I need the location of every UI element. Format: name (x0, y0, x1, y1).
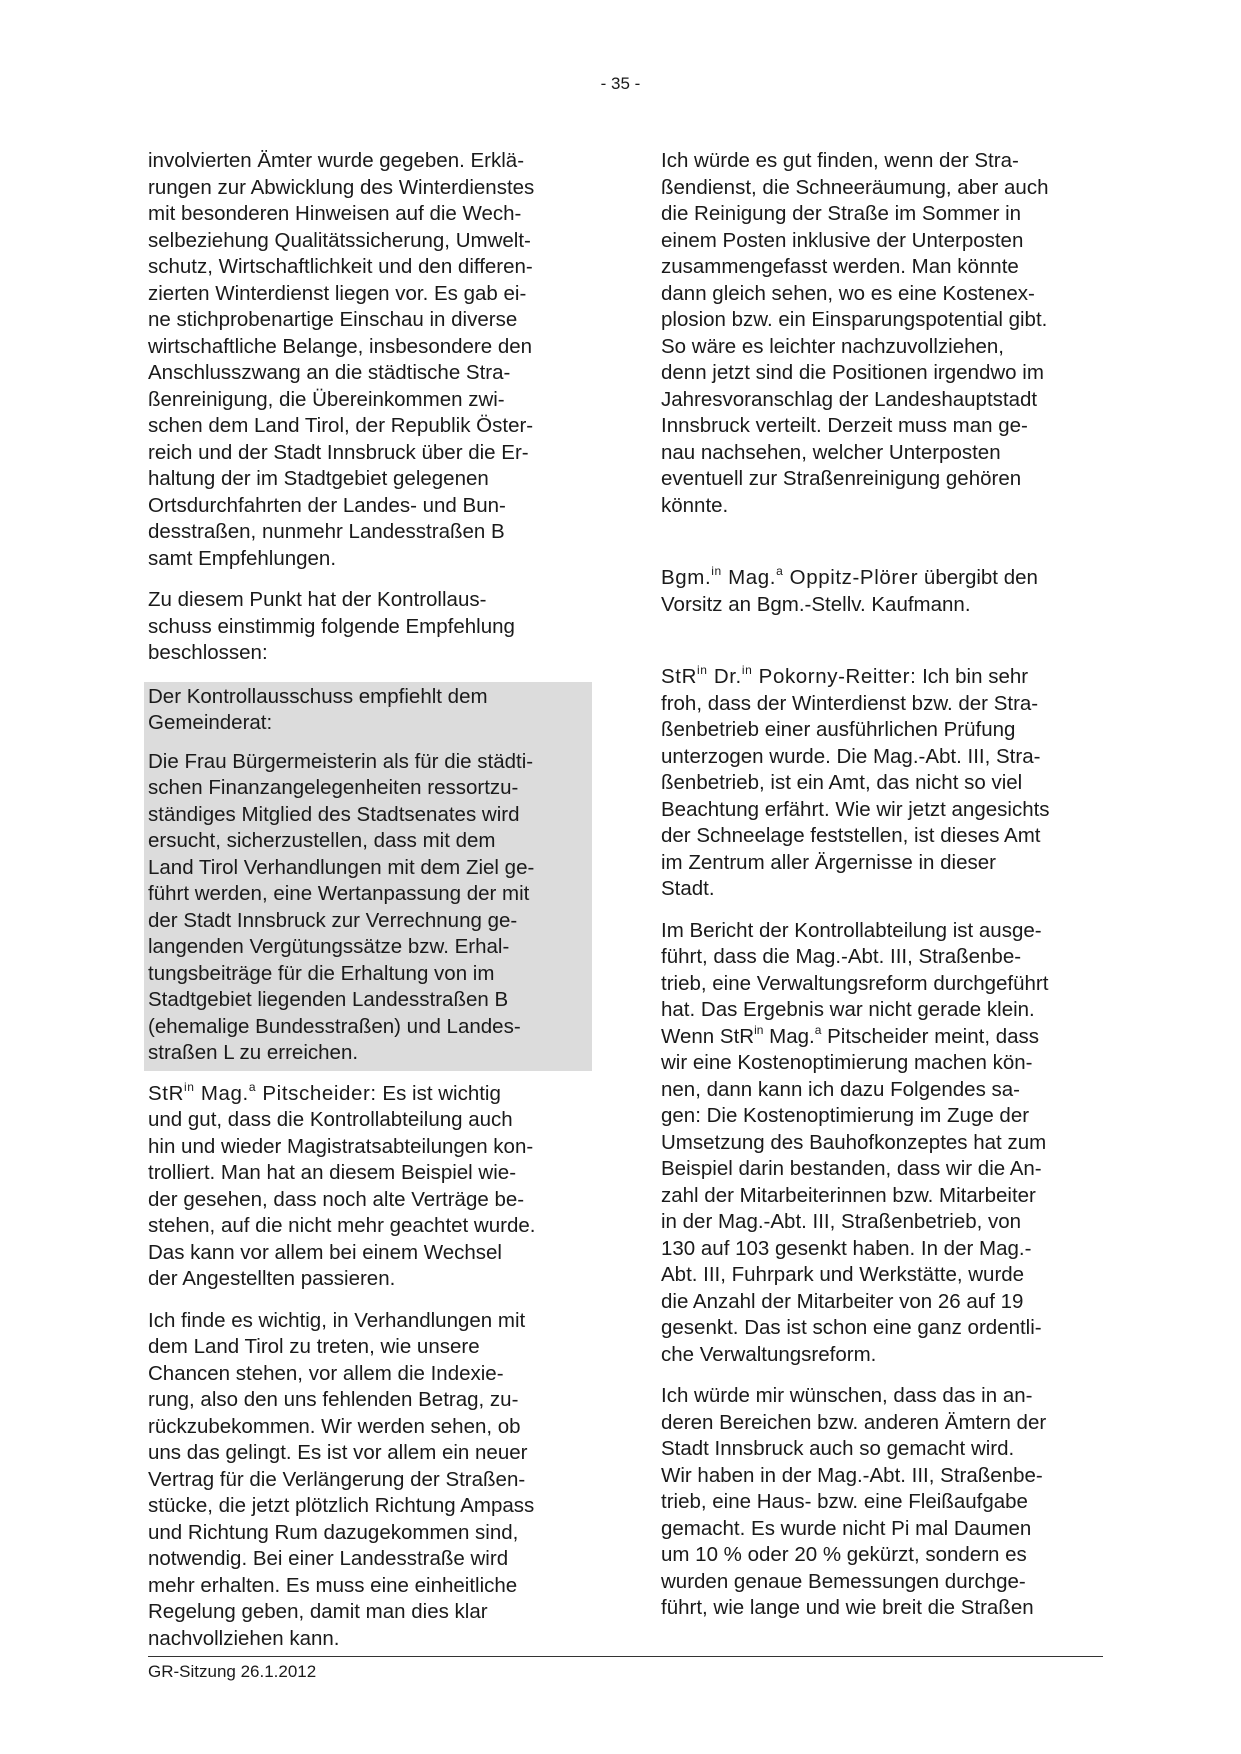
text-line: um 10 % oder 20 % gekürzt, sondern es (661, 1543, 1027, 1566)
speaker-label: StR$^{in}$ Dr.$^{in}$ Pokorny-Reitter: (661, 663, 917, 688)
text-line: der Schneelage feststellen, ist dieses Amt (661, 824, 1041, 847)
text-line: schen dem Land Tirol, der Republik Öster- (148, 414, 534, 437)
text-line: einem Posten inklusive der Unterposten (661, 228, 1024, 252)
text-line: Umsetzung des Bauhofkonzeptes hat zum (661, 1130, 1047, 1154)
text-line: dann gleich sehen, wo es eine Kostenex- (661, 281, 1035, 305)
text-line: So wäre es leichter nachzuvollziehen, (661, 334, 1004, 358)
text-line: Der Kontrollausschuss empfiehlt dem (148, 684, 488, 708)
text-line: zierten Winterdienst liegen vor. Es gab ei- (148, 281, 527, 305)
text-line: schen Finanzangelegenheiten ressortzu- (148, 776, 519, 799)
text-line: nau nachsehen, welcher Unterposten (661, 440, 1001, 464)
speaker-label: StR$^{in}$ Mag.$^a$ Pitscheider: (148, 1079, 377, 1105)
text-line: involvierten Ämter wurde gegeben. Erklä- (148, 149, 525, 172)
text-line: ne stichprobenartige Einschau in diverse (148, 308, 518, 331)
text-line: denn jetzt sind die Positionen irgendwo im (661, 361, 1044, 384)
text-line: zusammengefasst werden. Man könnte (661, 255, 1019, 278)
text-line: Beispiel darin bestanden, dass wir die An- (661, 1157, 1042, 1180)
text-line: (ehemalige Bundesstraßen) und Landes- (148, 1014, 521, 1038)
text-line: Im Bericht der Kontrollabteilung ist ausge- (661, 918, 1042, 942)
text-line: die Reinigung der Straße im Sommer in (661, 202, 1022, 225)
pitscheider-speech (148, 1081, 588, 1293)
text-line: stehen, auf die nicht mehr geachtet wurde. (148, 1214, 536, 1237)
text-line: reich und der Stadt Innsbruck über die Er- (148, 440, 529, 464)
text-line: plosion bzw. ein Einsparungspotential gibt. (661, 308, 1048, 331)
footer-session-label: GR-Sitzung 26.1.2012 (148, 1662, 317, 1681)
text-line: gen: Die Kostenoptimierung im Zuge der (661, 1104, 1030, 1127)
text-line: froh, dass der Winterdienst bzw. der Stra- (661, 691, 1039, 715)
text-line: notwendig. Bei einer Landesstraße wird (148, 1547, 509, 1570)
text-line: Land Tirol Verhandlungen mit dem Ziel ge- (148, 855, 535, 879)
text-line: desstraßen, nunmehr Landesstraßen B (148, 520, 505, 543)
text-line: und gut, dass die Kontrollabteilung auch (148, 1108, 513, 1131)
text-line: der gesehen, dass noch alte Verträge be- (148, 1187, 525, 1211)
paragraph-mention-line: Wenn StR$^{in}$ Mag.$^a$ Pitscheider meint, dass (661, 1022, 1040, 1048)
pokorny-speech (661, 664, 1101, 903)
text-line: Ich würde mir wünschen, dass das in an- (661, 1384, 1033, 1407)
text-line: wurden genaue Bemessungen durchge- (661, 1569, 1026, 1593)
handover-first-line: Bgm.$^{in}$ Mag.$^a$ Oppitz-Plörer übergibt den (661, 564, 1038, 589)
text-line: uns das gelingt. Es ist vor allem ein neuer (148, 1441, 528, 1464)
text-line: ßenbetrieb, ist ein Amt, das nicht so viel (661, 771, 1023, 794)
text-line: trolliert. Man hat an diesem Beispiel wie- (148, 1161, 517, 1184)
text-line: Gemeinderat: (148, 711, 273, 734)
text-line: gesenkt. Das ist schon eine ganz ordentli- (661, 1316, 1042, 1339)
text-line: nachvollziehen kann. (148, 1626, 340, 1650)
handover-second-line: Vorsitz an Bgm.-Stellv. Kaufmann. (661, 592, 971, 616)
text-line: schutz, Wirtschaftlichkeit und den differen- (148, 255, 533, 278)
text-line: tungsbeiträge für die Erhaltung von im (148, 961, 495, 985)
text-line: Das kann vor allem bei einem Wechsel (148, 1240, 502, 1264)
text-line: Chancen stehen, vor allem die Indexie- (148, 1361, 504, 1385)
recommendation-box (144, 682, 592, 1071)
text-line: ständiges Mitglied des Stadtsenates wird (148, 802, 520, 826)
continuation-paragraph (661, 148, 1101, 519)
paragraph-lines-before (661, 918, 1101, 1024)
text-line: und Richtung Rum dazugekommen sind, (148, 1520, 519, 1544)
text-line: deren Bereichen bzw. anderen Ämtern der (661, 1410, 1047, 1434)
text-line: rung, also den uns fehlenden Betrag, zu- (148, 1388, 519, 1411)
text-line: langenden Vergütungssätze bzw. Erhal- (148, 935, 510, 958)
left-column (148, 148, 588, 1667)
text-line: Beachtung erfährt. Wie wir jetzt angesichts (661, 797, 1050, 821)
text-line: Stadt. (661, 877, 715, 900)
text-line: im Zentrum aller Ärgernisse in dieser (661, 850, 996, 874)
text-line: ßendienst, die Schneeräumung, aber auch (661, 175, 1049, 199)
text-line: schuss einstimmig folgende Empfehlung (148, 614, 515, 638)
text-line: Stadtgebiet liegenden Landesstraßen B (148, 988, 509, 1011)
text-line: ersucht, sicherzustellen, dass mit dem (148, 829, 496, 852)
text-line: Abt. III, Fuhrpark und Werkstätte, wurde (661, 1263, 1025, 1286)
text-line: gemacht. Es wurde nicht Pi mal Daumen (661, 1516, 1032, 1540)
text-line: stücke, die jetzt plötzlich Richtung Ampass (148, 1494, 535, 1517)
pokorny-paragraph-3 (661, 1383, 1101, 1622)
text-line: eventuell zur Straßenreinigung gehören (661, 467, 1022, 490)
text-line: unterzogen wurde. Die Mag.-Abt. III, Stra- (661, 744, 1041, 768)
text-line: Ich finde es wichtig, in Verhandlungen mit (148, 1308, 526, 1332)
text-line: samt Empfehlungen. (148, 546, 337, 570)
text-line: wir eine Kostenoptimierung machen kön- (661, 1051, 1033, 1074)
text-line: hin und wieder Magistratsabteilungen kon- (148, 1134, 534, 1158)
text-line: zahl der Mitarbeiterinnen bzw. Mitarbeiter (661, 1183, 1036, 1207)
text-line: ßenreinigung, die Übereinkommen zwi- (148, 387, 505, 411)
text-line: mit besonderen Hinweisen auf die Wech- (148, 202, 522, 225)
text-line: hat. Das Ergebnis war nicht gerade klein. (661, 998, 1035, 1021)
text-line: Anschlusszwang an die städtische Stra- (148, 361, 511, 384)
speech-continuation (148, 1107, 588, 1293)
paragraph-lines-after (661, 1050, 1101, 1368)
text-line: die Anzahl der Mitarbeiter von 26 auf 19 (661, 1289, 1024, 1313)
intro-paragraph (148, 148, 588, 572)
chair-handover-paragraph (661, 565, 1101, 618)
text-line: straßen L zu erreichen. (148, 1041, 359, 1064)
recommendation-body (148, 749, 588, 1067)
text-line: Die Frau Bürgermeisterin als für die städti- (148, 749, 534, 773)
page-number: - 35 - (600, 74, 641, 93)
text-line: Wir haben in der Mag.-Abt. III, Straßenbe- (661, 1463, 1043, 1487)
text-line: trieb, eine Haus- bzw. eine Fleißaufgabe (661, 1490, 1028, 1513)
text-line: Ich würde es gut finden, wenn der Stra- (661, 149, 1019, 172)
speech-continuation (661, 691, 1101, 903)
text-line: Ortsdurchfahrten der Landes- und Bun- (148, 493, 506, 517)
text-line: mehr erhalten. Es muss eine einheitliche (148, 1573, 518, 1597)
text-line: in der Mag.-Abt. III, Straßenbetrieb, von (661, 1210, 1022, 1233)
recommendation-heading (148, 684, 588, 737)
text-line: beschlossen: (148, 641, 268, 664)
text-line: trieb, eine Verwaltungsreform durchgeführt (661, 971, 1049, 995)
speech-first-line: StR$^{in}$ Dr.$^{in}$ Pokorny-Reitter: Ich bin sehr (661, 663, 1029, 688)
text-line: Zu diesem Punkt hat der Kontrollaus- (148, 588, 487, 611)
text-line: führt, wie lange und wie breit die Straßen (661, 1596, 1034, 1619)
text-line: rungen zur Abwicklung des Winterdienstes (148, 175, 535, 199)
text-line: der Stadt Innsbruck zur Verrechnung ge- (148, 908, 518, 932)
text-line: Vertrag für die Verlängerung der Straßen- (148, 1467, 526, 1491)
text-line: Jahresvoranschlag der Landeshauptstadt (661, 387, 1038, 411)
text-line: wirtschaftliche Belange, insbesondere den (148, 334, 533, 358)
committee-paragraph (148, 587, 588, 667)
text-line: 130 auf 103 gesenkt haben. In der Mag.- (661, 1236, 1032, 1260)
text-line: führt werden, eine Wertanpassung der mit (148, 882, 530, 905)
pokorny-paragraph-2 (661, 918, 1101, 1369)
text-line: dem Land Tirol zu treten, wie unsere (148, 1335, 480, 1358)
speaker-label: Bgm.$^{in}$ Mag.$^a$ Oppitz-Plörer (661, 564, 919, 589)
text-line: selbeziehung Qualitätssicherung, Umwelt- (148, 228, 531, 252)
text-line: ßenbetrieb einer ausführlichen Prüfung (661, 718, 1016, 741)
pitscheider-paragraph-2 (148, 1308, 588, 1653)
text-line: rückzubekommen. Wir werden sehen, ob (148, 1414, 521, 1438)
text-line: haltung der im Stadtgebiet gelegenen (148, 467, 489, 490)
text-line: nen, dann kann ich dazu Folgendes sa- (661, 1077, 1021, 1101)
footer-divider (148, 1656, 1103, 1657)
right-column (661, 148, 1101, 1637)
text-line: könnte. (661, 493, 729, 517)
speech-first-line: StR$^{in}$ Mag.$^a$ Pitscheider: Es ist wichtig (148, 1079, 501, 1105)
text-line: der Angestellten passieren. (148, 1267, 396, 1290)
text-line: Innsbruck verteilt. Derzeit muss man ge- (661, 414, 1028, 437)
text-line: che Verwaltungsreform. (661, 1342, 877, 1366)
text-line: führt, dass die Mag.-Abt. III, Straßenbe- (661, 945, 1022, 968)
text-line: Stadt Innsbruck auch so gemacht wird. (661, 1437, 1015, 1460)
text-line: Regelung geben, damit man dies klar (148, 1600, 488, 1623)
